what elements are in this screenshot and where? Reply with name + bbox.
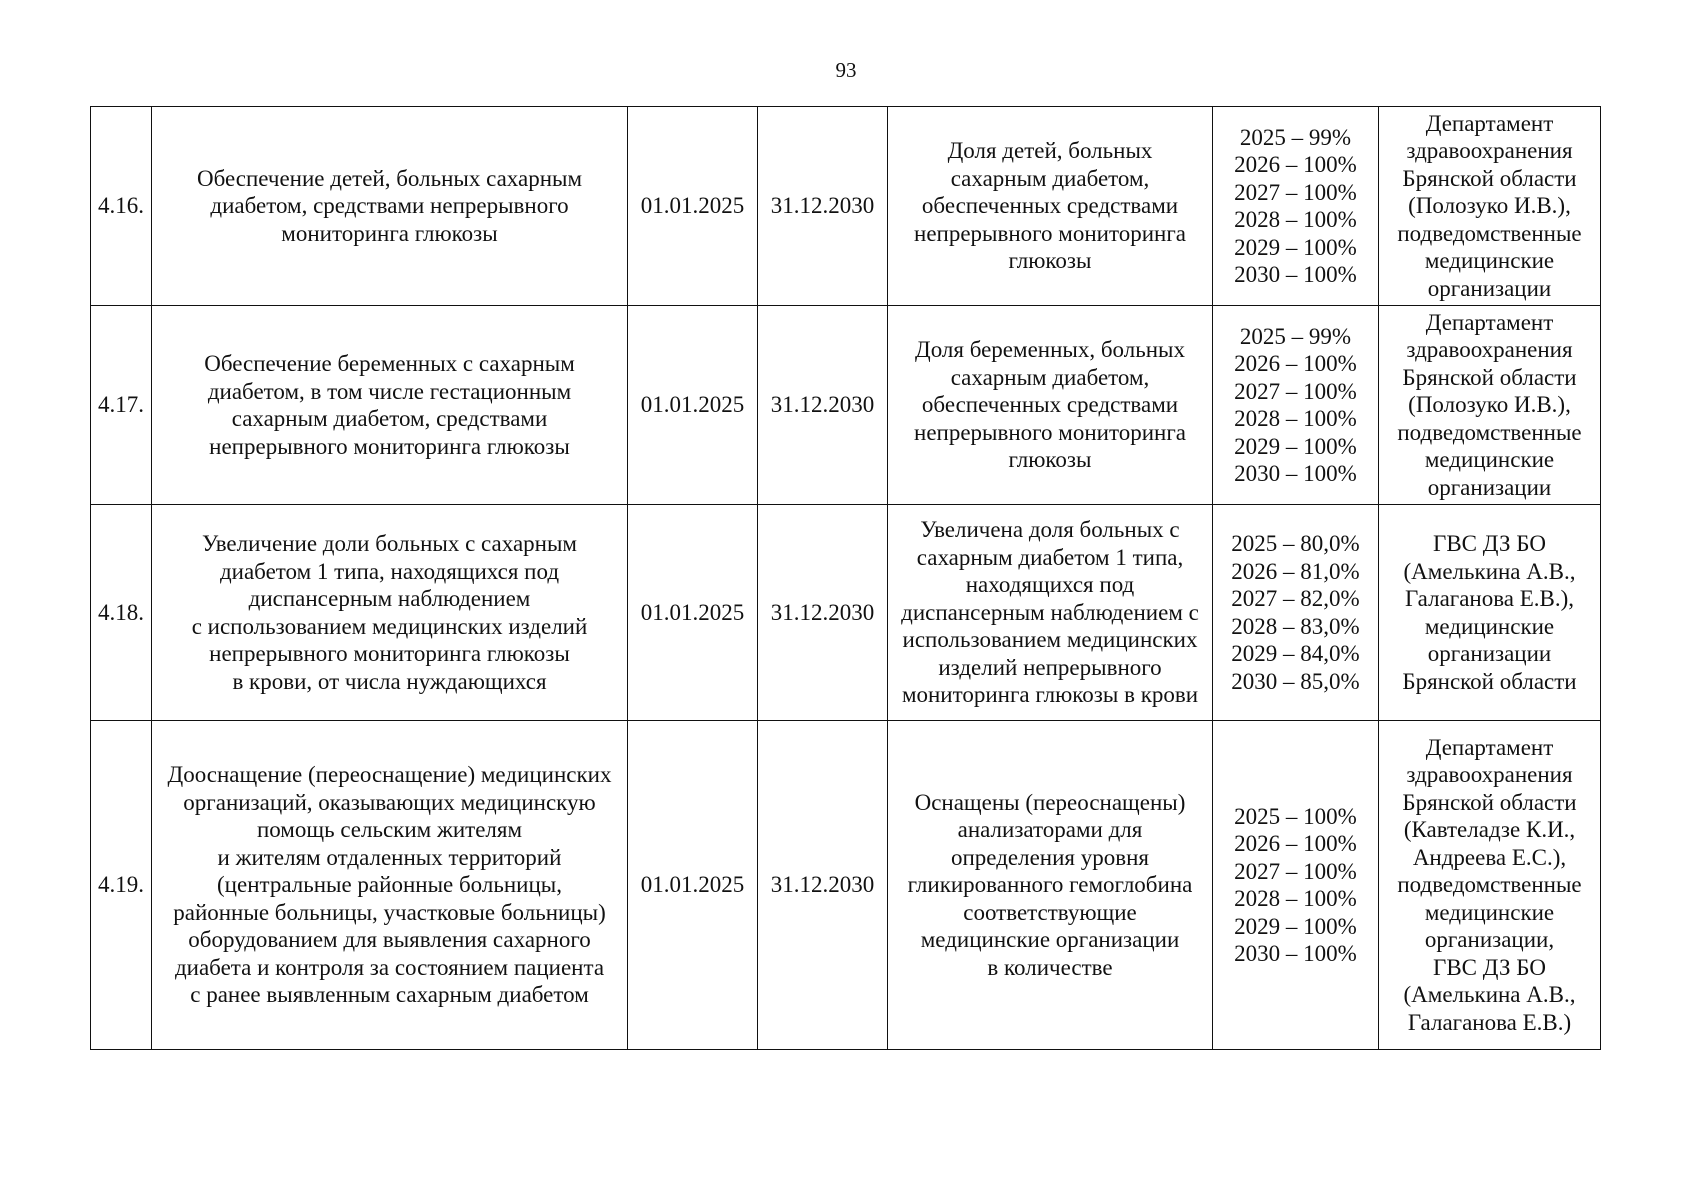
target-value: 2025 – 99% xyxy=(1239,124,1352,150)
table-row xyxy=(91,721,1601,1050)
target-value: 2025 – 100% xyxy=(1234,803,1357,829)
responsible-line: (Амелькина А.В., xyxy=(1403,558,1576,584)
responsible-line: организации, xyxy=(1424,927,1555,953)
responsible-line: Департамент xyxy=(1425,734,1554,760)
responsible-line: медицинские xyxy=(1424,248,1555,274)
task-line: и жителям отдаленных территорий xyxy=(217,844,562,870)
responsible-line: организации xyxy=(1427,275,1552,301)
result-line: находящихся под xyxy=(965,572,1135,598)
result-line: глюкозы xyxy=(1008,447,1092,473)
responsible-line: Галаганова Е.В.), xyxy=(1404,586,1575,611)
target-value: 2028 – 100% xyxy=(1234,406,1357,431)
responsible-line: организации xyxy=(1427,474,1552,500)
result-line: использованием медицинских xyxy=(902,627,1198,653)
table-row xyxy=(91,505,1601,721)
responsible-line: медицинские xyxy=(1424,899,1555,925)
result-line: Увеличена доля больных с xyxy=(920,517,1180,543)
target-value: 2029 – 100% xyxy=(1234,913,1357,939)
result-cell xyxy=(888,721,1213,1050)
target-value: 2030 – 85,0% xyxy=(1231,668,1360,694)
end-date: 31.12.2030 xyxy=(758,107,888,306)
target-value: 2030 – 100% xyxy=(1234,941,1357,966)
end-date: 31.12.2030 xyxy=(758,505,888,721)
result-line: определения уровня xyxy=(950,844,1149,870)
responsible-line: ГВС ДЗ БО xyxy=(1433,954,1546,980)
result-line: сахарным диабетом, xyxy=(950,364,1150,390)
task-line: (центральные районные больницы, xyxy=(217,872,562,898)
result-cell xyxy=(888,505,1213,721)
responsible-line: подведомственные xyxy=(1397,872,1582,898)
task-line: в крови, от числа нуждающихся xyxy=(232,668,547,694)
responsible-cell xyxy=(1379,505,1601,721)
responsible-line: (Полозуко И.В.), xyxy=(1408,392,1571,418)
task-line: с использованием медицинских изделий xyxy=(191,613,588,639)
row-number: 4.19. xyxy=(91,721,152,1050)
responsible-line: Департамент xyxy=(1425,110,1554,136)
target-value: 2029 – 84,0% xyxy=(1231,641,1360,666)
target-value: 2027 – 100% xyxy=(1234,179,1357,205)
responsible-cell xyxy=(1379,306,1601,505)
result-line: обеспеченных средствами xyxy=(921,193,1179,219)
result-cell xyxy=(888,107,1213,306)
task-line: непрерывного мониторинга глюкозы xyxy=(209,433,570,459)
target-value: 2026 – 100% xyxy=(1234,351,1357,376)
result-line: медицинские организации xyxy=(920,927,1180,953)
target-value: 2025 – 99% xyxy=(1239,323,1352,349)
start-date: 01.01.2025 xyxy=(628,721,758,1050)
start-date: 01.01.2025 xyxy=(628,107,758,306)
target-value: 2026 – 81,0% xyxy=(1231,558,1360,584)
result-line: мониторинга глюкозы в крови xyxy=(901,682,1199,708)
task-line: диабетом, средствами непрерывного xyxy=(210,193,569,219)
task-cell xyxy=(152,721,628,1050)
responsible-cell xyxy=(1379,721,1601,1050)
result-line: глюкозы xyxy=(1008,248,1092,274)
task-line: помощь сельским жителям xyxy=(256,817,523,843)
table-row xyxy=(91,107,1601,306)
target-value: 2030 – 100% xyxy=(1234,461,1357,486)
target-value: 2028 – 100% xyxy=(1234,207,1357,232)
row-number: 4.17. xyxy=(91,306,152,505)
result-line: Оснащены (переоснащены) xyxy=(914,789,1186,815)
responsible-line: Андреева Е.С.), xyxy=(1412,844,1567,870)
task-line: диабетом, в том числе гестационным xyxy=(207,378,572,404)
result-line: непрерывного мониторинга xyxy=(914,220,1186,246)
task-line: Увеличение доли больных с сахарным xyxy=(202,531,577,556)
result-line: сахарным диабетом 1 типа, xyxy=(916,544,1184,570)
target-values-cell xyxy=(1213,721,1379,1050)
result-line: соответствующие xyxy=(963,899,1137,925)
target-value: 2029 – 100% xyxy=(1234,234,1357,260)
target-value: 2029 – 100% xyxy=(1234,433,1357,459)
target-values-cell xyxy=(1213,306,1379,505)
task-line: непрерывного мониторинга глюкозы xyxy=(209,641,570,666)
result-line: анализаторами для xyxy=(957,817,1143,843)
responsible-line: здравоохранения xyxy=(1406,138,1573,164)
task-line: районные больницы, участковые больницы) xyxy=(173,899,606,925)
result-line: обеспеченных средствами xyxy=(921,392,1179,418)
responsible-cell xyxy=(1379,107,1601,306)
target-values-cell xyxy=(1213,505,1379,721)
task-cell xyxy=(152,107,628,306)
task-cell xyxy=(152,306,628,505)
result-line: Доля детей, больных xyxy=(947,138,1153,164)
result-line: изделий непрерывного xyxy=(938,654,1162,680)
task-cell xyxy=(152,505,628,721)
result-line: диспансерным наблюдением с xyxy=(901,599,1199,625)
responsible-line: подведомственные xyxy=(1397,419,1582,445)
task-line: Дооснащение (переоснащение) медицинских xyxy=(167,762,612,788)
page-number: 93 xyxy=(835,58,857,82)
responsible-line: Департамент xyxy=(1425,309,1554,335)
responsible-line: подведомственные xyxy=(1397,220,1582,246)
responsible-line: (Кавтеладзе К.И., xyxy=(1403,817,1576,843)
start-date: 01.01.2025 xyxy=(628,306,758,505)
responsible-line: медицинские xyxy=(1424,447,1555,473)
task-line: Обеспечение детей, больных сахарным xyxy=(196,165,583,191)
target-values-cell xyxy=(1213,107,1379,306)
responsible-line: Брянской области xyxy=(1402,364,1577,390)
responsible-line: Брянской области xyxy=(1402,668,1577,694)
result-cell xyxy=(888,306,1213,505)
result-line: гликированного гемоглобина xyxy=(907,872,1193,898)
target-value: 2027 – 100% xyxy=(1234,858,1357,884)
target-value: 2026 – 100% xyxy=(1234,152,1357,177)
responsible-line: (Полозуко И.В.), xyxy=(1408,193,1571,219)
task-line: с ранее выявленным сахарным диабетом xyxy=(190,982,589,1008)
responsible-line: Галаганова Е.В.) xyxy=(1407,1009,1572,1035)
row-number: 4.16. xyxy=(91,107,152,306)
responsible-line: здравоохранения xyxy=(1406,762,1573,788)
responsible-line: здравоохранения xyxy=(1406,337,1573,363)
task-line: сахарным диабетом, средствами xyxy=(231,406,548,431)
start-date: 01.01.2025 xyxy=(628,505,758,721)
result-line: непрерывного мониторинга xyxy=(914,419,1186,445)
task-line: организаций, оказывающих медицинскую xyxy=(183,789,596,815)
end-date: 31.12.2030 xyxy=(758,306,888,505)
responsible-line: организации xyxy=(1427,641,1552,666)
result-line: сахарным диабетом, xyxy=(950,165,1150,191)
end-date: 31.12.2030 xyxy=(758,721,888,1050)
responsible-line: (Амелькина А.В., xyxy=(1403,982,1576,1008)
target-value: 2027 – 82,0% xyxy=(1231,586,1360,611)
responsible-line: Брянской области xyxy=(1402,789,1577,815)
task-line: диабетом 1 типа, находящихся под xyxy=(219,558,560,584)
responsible-line: медицинские xyxy=(1424,613,1555,639)
row-number: 4.18. xyxy=(91,505,152,721)
task-line: Обеспечение беременных с сахарным xyxy=(204,351,575,376)
activities-table xyxy=(90,106,1601,1050)
target-value: 2025 – 80,0% xyxy=(1231,531,1360,556)
task-line: оборудованием для выявления сахарного xyxy=(188,927,591,953)
target-value: 2026 – 100% xyxy=(1234,831,1357,856)
responsible-line: ГВС ДЗ БО xyxy=(1433,531,1546,556)
result-line: Доля беременных, больных xyxy=(915,337,1185,363)
task-line: диабета и контроля за состоянием пациента xyxy=(174,954,605,980)
target-value: 2028 – 83,0% xyxy=(1231,613,1360,639)
responsible-line: Брянской области xyxy=(1402,165,1577,191)
target-value: 2028 – 100% xyxy=(1234,886,1357,911)
task-line: диспансерным наблюдением xyxy=(248,586,531,611)
result-line: в количестве xyxy=(987,954,1113,980)
target-value: 2027 – 100% xyxy=(1234,378,1357,404)
table-row xyxy=(91,306,1601,505)
task-line: мониторинга глюкозы xyxy=(281,220,498,246)
target-value: 2030 – 100% xyxy=(1234,262,1357,287)
